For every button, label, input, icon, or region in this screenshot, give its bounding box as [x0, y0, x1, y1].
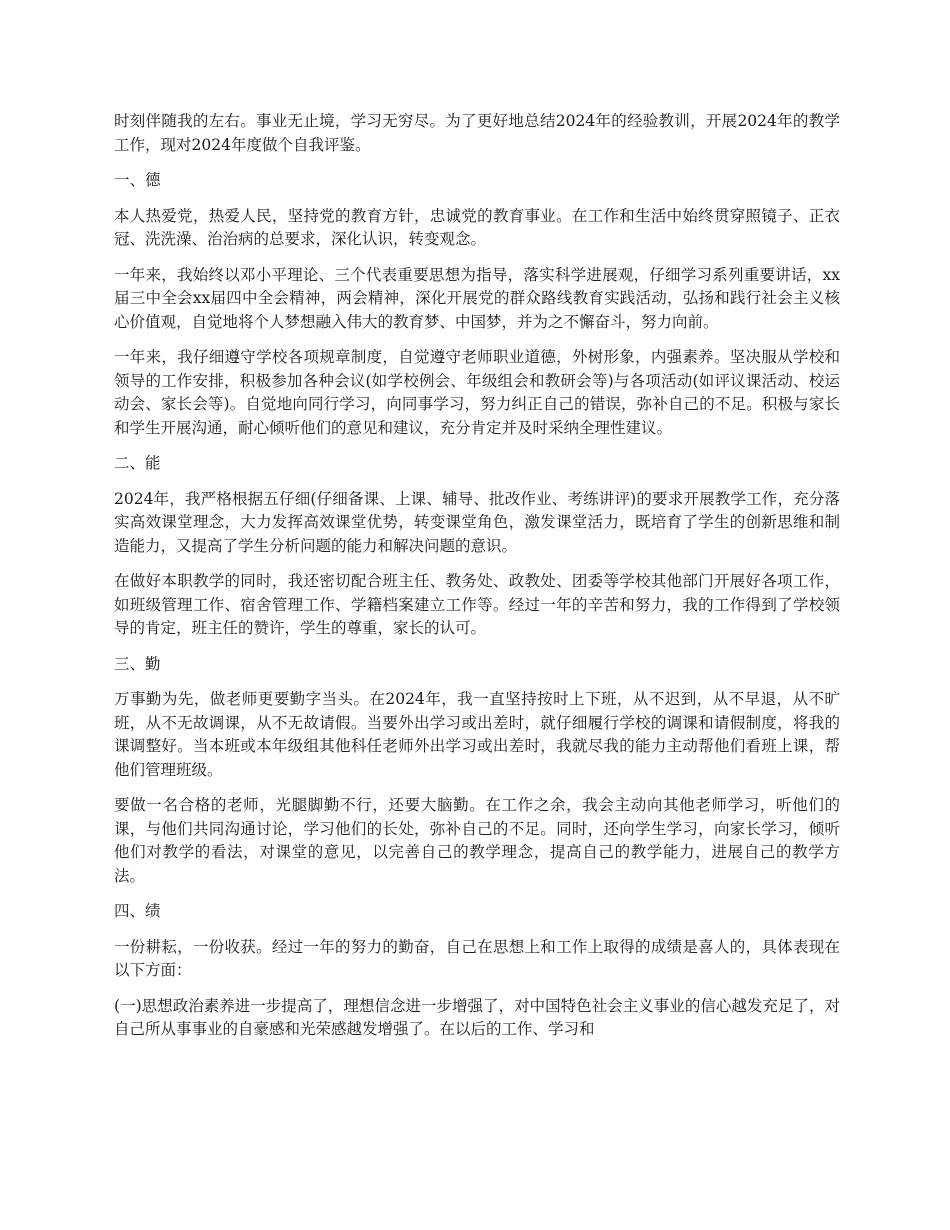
section-heading-de: 一、德 [114, 171, 161, 189]
paragraph: 一份耕耘，一份收获。经过一年的努力的勤奋，自己在思想上和工作上取得的成绩是喜人的，具体表现在以下方面： [114, 937, 840, 979]
paragraph: 本人热爱党，热爱人民，坚持党的教育方针，忠诚党的教育事业。在工作和生活中始终贯穿照镜子、正衣冠、洗洗澡、治治病的总要求，深化认识，转变观念。 [114, 206, 840, 248]
section-heading-neng: 二、能 [114, 454, 161, 472]
paragraph: 2024年，我严格根据五仔细(仔细备课、上课、辅导、批改作业、考练讲评)的要求开展教学工作，充分落实高效课堂理念，大力发挥高效课堂优势，转变课堂角色，激发课堂活力，既培育了学生的创新思维和制造能力，又提高了学生分析问题的能力和解决问题的意识。 [114, 489, 840, 555]
paragraph: 在做好本职教学的同时，我还密切配合班主任、教务处、政教处、团委等学校其他部门开展好各项工作，如班级管理工作、宿舍管理工作、学籍档案建立工作等。经过一年的辛苦和努力，我的工作得到了学校领导的肯定，班主任的赞许，学生的尊重，家长的认可。 [114, 572, 840, 637]
paragraph: 要做一名合格的老师，光腿脚勤不行，还要大脑勤。在工作之余，我会主动向其他老师学习，听他们的课，与他们共同沟通讨论，学习他们的长处，弥补自己的不足。同时，还向学生学习，向家长学习，倾听他们对教学的看法，对课堂的意见，以完善自己的教学理念，提高自己的教学能力，进展自己的教学方法。 [114, 796, 840, 885]
document-page [114, 110, 840, 1054]
paragraph: 一年来，我仔细遵守学校各项规章制度，自觉遵守老师职业道德，外树形象，内强素养。坚决服从学校和领导的工作安排，积极参加各种会议(如学校例会、年级组会和教研会等)与各项活动(如评议课活动、校运动会、家长会等)。自觉地向同行学习，向同事学习，努力纠正自己的错误，弥补自己的不足。积极与家长和学生开展沟通，耐心倾听他们的意见和建议，充分肯定并及时采纳全理性建议。 [114, 348, 840, 437]
paragraph: 一年来，我始终以邓小平理论、三个代表重要思想为指导，落实科学进展观，仔细学习系列重要讲话，xx届三中全会xx届四中全会精神，两会精神，深化开展党的群众路线教育实践活动，弘扬和践行社会主义核心价值观，自觉地将个人梦想融入伟大的教育梦、中国梦，并为之不懈奋斗，努力向前。 [114, 265, 840, 331]
paragraph: 万事勤为先，做老师更要勤字当头。在2024年，我一直坚持按时上下班，从不迟到，从不早退，从不旷班，从不无故调课，从不无故请假。当要外出学习或出差时，就仔细履行学校的调课和请假制度，将我的课调整好。当本班或本年级组其他科任老师外出学习或出差时，我就尽我的能力主动帮他们看班上课，帮他们管理班级。 [114, 690, 840, 779]
paragraph: (一)思想政治素养进一步提高了，理想信念进一步增强了，对中国特色社会主义事业的信心越发充足了，对自己所从事事业的自豪感和光荣感越发增强了。在以后的工作、学习和 [114, 996, 840, 1038]
section-heading-qin: 三、勤 [114, 654, 161, 673]
section-heading-ji: 四、绩 [114, 902, 161, 920]
paragraph: 时刻伴随我的左右。事业无止境，学习无穷尽。为了更好地总结2024年的经验教训，开展2024年的教学工作，现对2024年度做个自我评鉴。 [114, 112, 840, 154]
